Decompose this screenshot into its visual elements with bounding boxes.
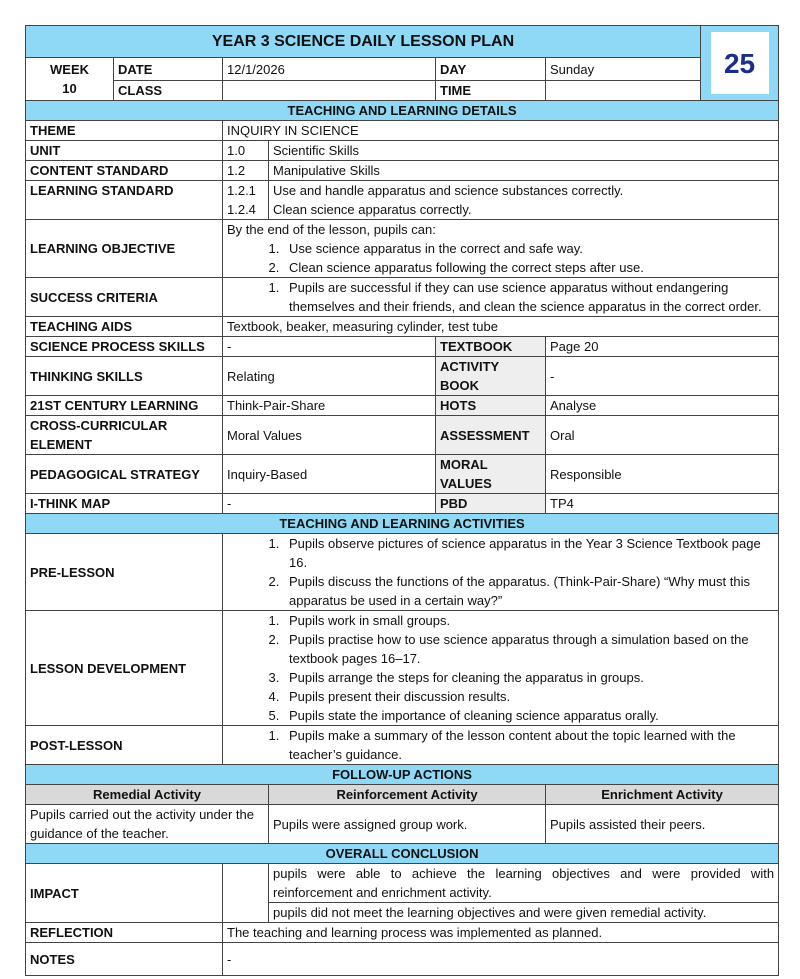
detail-value: Moral Values xyxy=(223,416,436,455)
logo-icon: 25 xyxy=(723,47,756,79)
list-item: 3. Pupils arrange the steps for cleaning the apparatus in groups. xyxy=(283,668,774,687)
class-value[interactable] xyxy=(223,81,436,101)
details-row xyxy=(26,416,779,455)
day-label: DAY xyxy=(436,58,546,81)
enrichment-value: Pupils assisted their peers. xyxy=(546,805,779,844)
list-item: 2. Clean science apparatus following the correct steps after use. xyxy=(283,258,774,277)
week-label: WEEK xyxy=(50,62,89,77)
detail-label-2: ASSESSMENT xyxy=(436,416,546,455)
detail-label-2: ACTIVITY BOOK xyxy=(436,357,546,396)
list-item: 2. Pupils discuss the functions of the apparatus. (Think-Pair-Share) “Why must this apparatus be used in a certain way?” xyxy=(283,572,774,610)
reinforcement-value: Pupils were assigned group work. xyxy=(269,805,546,844)
details-row xyxy=(26,396,779,416)
detail-value: - xyxy=(223,337,436,357)
learning-objective-value xyxy=(223,220,779,278)
list-item: 4. Pupils present their discussion results. xyxy=(283,687,774,706)
detail-value-2: Oral xyxy=(546,416,779,455)
teaching-aids-value: Textbook, beaker, measuring cylinder, test tube xyxy=(223,317,779,337)
detail-label: SCIENCE PROCESS SKILLS xyxy=(26,337,223,357)
lesson-development-value xyxy=(223,611,779,726)
impact-achieved: pupils were able to achieve the learning objectives and were provided with reinforcement and enrichment activity. xyxy=(269,864,779,903)
learning-standard-label: LEARNING STANDARD xyxy=(26,181,223,220)
details-row xyxy=(26,455,779,494)
lesson-plan-table xyxy=(25,25,779,976)
list-item: 1. Use science apparatus in the correct and safe way. xyxy=(283,239,774,258)
detail-label: THINKING SKILLS xyxy=(26,357,223,396)
list-item: 1. Pupils observe pictures of science apparatus in the Year 3 Science Textbook page 16. xyxy=(283,534,774,572)
page-title: YEAR 3 SCIENCE DAILY LESSON PLAN xyxy=(26,26,701,58)
detail-value: Relating xyxy=(223,357,436,396)
learning-standard-value xyxy=(223,181,779,220)
content-standard-label: CONTENT STANDARD xyxy=(26,161,223,181)
list-item: 1. Pupils make a summary of the lesson content about the topic learned with the teacher’s guidance. xyxy=(283,726,774,764)
impact-check-cell[interactable] xyxy=(223,864,269,923)
list-item: 5. Pupils state the importance of cleaning science apparatus orally. xyxy=(283,706,774,725)
list-item: 1. Pupils work in small groups. xyxy=(283,611,774,630)
success-criteria-label: SUCCESS CRITERIA xyxy=(26,278,223,317)
content-standard-code: 1.2 xyxy=(223,161,269,181)
remedial-header: Remedial Activity xyxy=(26,785,269,805)
teaching-aids-label: TEACHING AIDS xyxy=(26,317,223,337)
detail-value-2: - xyxy=(546,357,779,396)
detail-value-2: Responsible xyxy=(546,455,779,494)
details-rows xyxy=(26,337,779,514)
theme-label: THEME xyxy=(26,121,223,141)
reflection-value: The teaching and learning process was implemented as planned. xyxy=(223,923,779,943)
detail-value-2: TP4 xyxy=(546,494,779,514)
notes-label: NOTES xyxy=(26,943,223,976)
lesson-development-label: LESSON DEVELOPMENT xyxy=(26,611,223,726)
enrichment-header: Enrichment Activity xyxy=(546,785,779,805)
date-label: DATE xyxy=(114,58,223,81)
unit-value: Scientific Skills xyxy=(269,141,779,161)
time-value[interactable] xyxy=(546,81,701,101)
ls-code: 1.2.1 xyxy=(223,181,269,200)
detail-value-2: Analyse xyxy=(546,396,779,416)
theme-value: INQUIRY IN SCIENCE xyxy=(223,121,779,141)
detail-label: PEDAGOGICAL STRATEGY xyxy=(26,455,223,494)
detail-value-2: Page 20 xyxy=(546,337,779,357)
list-item: 2. Pupils practise how to use science apparatus through a simulation based on the textbook pages 16–17. xyxy=(283,630,774,668)
detail-label-2: MORAL VALUES xyxy=(436,455,546,494)
conclusion-header: OVERALL CONCLUSION xyxy=(26,844,779,864)
notes-value[interactable]: - xyxy=(223,943,779,976)
remedial-value: Pupils carried out the activity under the guidance of the teacher. xyxy=(26,805,269,844)
details-row xyxy=(26,357,779,396)
reinforcement-header: Reinforcement Activity xyxy=(269,785,546,805)
details-row xyxy=(26,337,779,357)
followup-header: FOLLOW-UP ACTIONS xyxy=(26,765,779,785)
day-value[interactable]: Sunday xyxy=(546,58,701,81)
post-lesson-value xyxy=(223,726,779,765)
post-lesson-label: POST-LESSON xyxy=(26,726,223,765)
detail-label: CROSS-CURRICULAR ELEMENT xyxy=(26,416,223,455)
ls-text: Use and handle apparatus and science substances correctly. xyxy=(273,183,624,198)
detail-label: I-THINK MAP xyxy=(26,494,223,514)
detail-label-2: HOTS xyxy=(436,396,546,416)
date-value[interactable]: 12/1/2026 xyxy=(223,58,436,81)
pre-lesson-label: PRE-LESSON xyxy=(26,534,223,611)
ls-text: Clean science apparatus correctly. xyxy=(273,202,472,217)
detail-value: Inquiry-Based xyxy=(223,455,436,494)
detail-label-2: PBD xyxy=(436,494,546,514)
time-label: TIME xyxy=(436,81,546,101)
content-standard-value: Manipulative Skills xyxy=(269,161,779,181)
success-criteria-value xyxy=(223,278,779,317)
learning-objective-label: LEARNING OBJECTIVE xyxy=(26,220,223,278)
reflection-label: REFLECTION xyxy=(26,923,223,943)
detail-value: Think-Pair-Share xyxy=(223,396,436,416)
week-cell xyxy=(26,58,114,101)
lo-intro: By the end of the lesson, pupils can: xyxy=(227,222,436,237)
logo xyxy=(701,26,779,101)
ls-code: 1.2.4 xyxy=(223,200,269,219)
detail-value: - xyxy=(223,494,436,514)
pre-lesson-value xyxy=(223,534,779,611)
unit-code: 1.0 xyxy=(223,141,269,161)
impact-label: IMPACT xyxy=(26,864,223,923)
detail-label: 21ST CENTURY LEARNING xyxy=(26,396,223,416)
impact-not-achieved: pupils did not meet the learning objectives and were given remedial activity. xyxy=(269,903,779,923)
class-label: CLASS xyxy=(114,81,223,101)
unit-label: UNIT xyxy=(26,141,223,161)
detail-label-2: TEXTBOOK xyxy=(436,337,546,357)
week-value: 10 xyxy=(62,81,77,96)
tla-header: TEACHING AND LEARNING ACTIVITIES xyxy=(26,514,779,534)
tld-header: TEACHING AND LEARNING DETAILS xyxy=(26,101,779,121)
list-item: 1. Pupils are successful if they can use science apparatus without endangering themselves and their friends, and clean the science apparatus in the correct order. xyxy=(283,278,774,316)
details-row xyxy=(26,494,779,514)
